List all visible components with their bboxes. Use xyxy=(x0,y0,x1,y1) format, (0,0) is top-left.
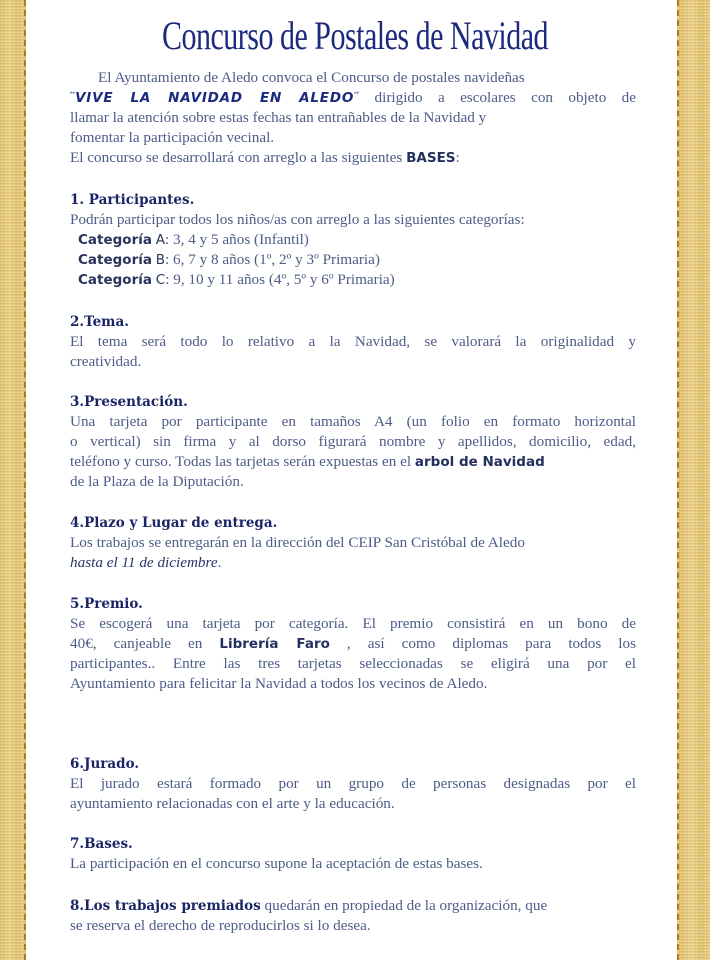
section-line: de la Plaza de la Diputación. xyxy=(70,473,244,490)
section-line-text: canjeable en xyxy=(96,635,220,652)
section-line xyxy=(70,452,636,472)
section-line-text: quedarán en propiedad de la organización, que xyxy=(260,897,548,914)
section-line: El tema será todo lo relativo a la Navidad, se valorará la originalidad y xyxy=(70,333,636,350)
section-text: Podrán participar todos los niños/as con arreglo a las siguientes categorías: xyxy=(70,211,525,228)
bases-word: BASES xyxy=(406,150,456,166)
section-line: se reserva el derecho de reproducirlos si lo desea. xyxy=(70,917,371,934)
intro-line-5-text: El concurso se desarrollará con arreglo a las siguientes xyxy=(70,149,407,166)
intro-line-2 xyxy=(70,88,636,108)
section-line: Ayuntamiento para felicitar la Navidad a todos los vecinos de Aledo. xyxy=(70,675,488,692)
category-desc: : 9, 10 y 11 años (4º, 5º y 6º Primaria) xyxy=(165,271,395,288)
section-heading: 4.Plazo y Lugar de entrega. xyxy=(70,515,278,531)
category-letter: B xyxy=(155,252,166,268)
section-plazo xyxy=(70,513,636,573)
section-line: El jurado estará formado por un grupo de personas designadas por el xyxy=(70,775,636,792)
section-line-text: , así como diplomas para todos los xyxy=(329,635,636,652)
section-line xyxy=(70,553,636,573)
category-label: Categoría xyxy=(78,252,152,268)
section-presentacion xyxy=(70,392,636,492)
section-jurado xyxy=(70,754,636,814)
section-participantes xyxy=(70,190,636,290)
gold-border-right xyxy=(677,0,710,960)
section-premio xyxy=(70,594,636,694)
section-heading: 8.Los trabajos premiados xyxy=(70,898,261,914)
gold-border-left xyxy=(0,0,26,960)
intro-line-5 xyxy=(70,148,636,168)
libreria-faro: Librería Faro xyxy=(219,636,330,652)
category-b xyxy=(70,250,636,270)
prize-amount: 40€, xyxy=(70,635,97,652)
section-heading: 7.Bases. xyxy=(70,836,133,852)
category-desc: : 3, 4 y 5 años (Infantil) xyxy=(165,231,309,248)
section-line: o vertical) sin firma y al dorso figurará nombre y apellidos, domicilio, edad, xyxy=(70,433,636,450)
category-label: Categoría xyxy=(78,272,152,288)
slogan: VIVE LA NAVIDAD EN ALEDO xyxy=(75,90,355,106)
section-heading: 3.Presentación. xyxy=(70,394,188,410)
section-line: participantes.. Entre las tres tarjetas seleccionadas se eligirá una por el xyxy=(70,655,636,672)
section-heading: 6.Jurado. xyxy=(70,756,140,772)
section-trabajos-premiados xyxy=(70,896,636,936)
section-line xyxy=(70,634,636,654)
section-line: La participación en el concurso supone la aceptación de estas bases. xyxy=(70,855,483,872)
section-line: Se escogerá una tarjeta por categoría. El premio consistirá en un bono de xyxy=(70,615,636,632)
section-line xyxy=(70,896,636,916)
category-c xyxy=(70,270,636,290)
quote-close: ˝ xyxy=(354,89,360,106)
category-letter: A xyxy=(155,232,166,248)
section-line: creatividad. xyxy=(70,353,142,370)
section-heading: 1. Participantes. xyxy=(70,192,195,208)
poster-title: Concurso de Postales de Navidad xyxy=(161,14,549,59)
section-line: ayuntamiento relacionadas con el arte y la educación. xyxy=(70,795,395,812)
quote-open: ˝ xyxy=(70,89,76,106)
section-bases xyxy=(70,834,636,874)
category-desc: : 6, 7 y 8 años (1º, 2º y 3º Primaria) xyxy=(165,251,380,268)
intro-line-3: llamar la atención sobre estas fechas tan entrañables de la Navidad y xyxy=(70,109,487,126)
section-line-text: teléfono y curso. Todas las tarjetas serán expuestas en el xyxy=(70,453,415,470)
section-line: Los trabajos se entregarán en la dirección del CEIP San Cristóbal de Aledo xyxy=(70,534,525,551)
section-heading: 2.Tema. xyxy=(70,314,129,330)
intro-line-2-rest: dirigido a escolares con objeto de xyxy=(374,89,636,106)
intro-line-4: fomentar la participación vecinal. xyxy=(70,129,275,146)
section-heading: 5.Premio. xyxy=(70,596,143,612)
intro-line-5-colon: : xyxy=(455,149,460,166)
intro-paragraph xyxy=(70,68,636,168)
section-line: Una tarjeta por participante en tamaños A4 (un folio en formato horizontal xyxy=(70,413,636,430)
category-label: Categoría xyxy=(78,232,152,248)
category-letter: C xyxy=(155,272,166,288)
arbol-de-navidad: arbol de Navidad xyxy=(414,454,545,470)
deadline: hasta el 11 de diciembre xyxy=(70,554,218,571)
section-tema xyxy=(70,312,636,372)
section-line-period: . xyxy=(217,554,222,571)
category-a xyxy=(70,230,636,250)
intro-line-1: El Ayuntamiento de Aledo convoca el Concurso de postales navideñas xyxy=(98,69,525,86)
